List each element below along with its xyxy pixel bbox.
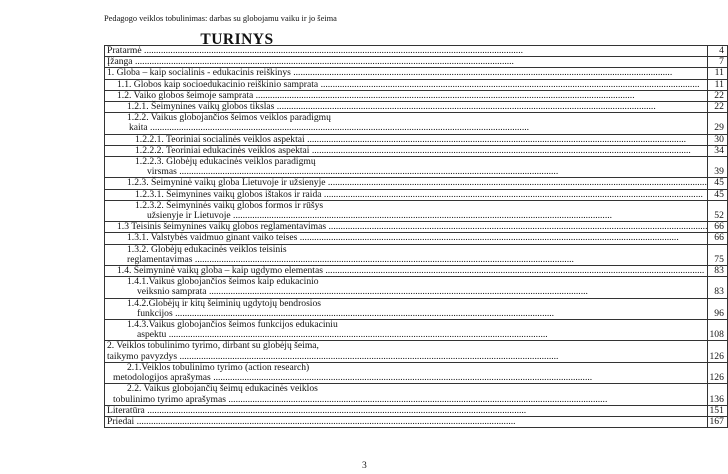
toc-page-number: 45 bbox=[708, 189, 727, 200]
toc-entry-cell bbox=[105, 244, 708, 265]
page-title: TURINYS bbox=[200, 31, 274, 48]
toc-entry-title-line: 1. Globa – kaip socialinis - edukacinis reiškinys ..... bbox=[107, 68, 707, 78]
toc-entry-title-line: Pratarmė ..... bbox=[107, 46, 707, 56]
toc-entry-cell bbox=[105, 320, 708, 341]
toc-entry bbox=[105, 201, 707, 221]
toc-page-number: 22 bbox=[708, 102, 727, 113]
toc-row bbox=[105, 244, 728, 265]
table-of-contents bbox=[104, 45, 728, 428]
toc-entry-cell bbox=[105, 46, 708, 57]
toc-entry-title-line: 1.2.3.2. Šeimyninės vaikų globos formos ir rūšys bbox=[135, 199, 324, 211]
toc-row bbox=[105, 189, 728, 200]
toc-entry-cell bbox=[105, 90, 708, 101]
toc-entry-cell bbox=[105, 222, 708, 233]
toc-row bbox=[105, 79, 728, 90]
toc-page-number: 151 bbox=[708, 405, 727, 416]
toc-row bbox=[105, 384, 728, 405]
toc-entry-title-line: 1.2.3. Šeimyninė vaikų globa Lietuvoje ir užsienyje ..... bbox=[127, 178, 707, 188]
toc-entry bbox=[105, 299, 707, 319]
toc-entry-title-line: 1.2.2.1. Teoriniai socialinės veiklos aspektai ..... bbox=[135, 135, 707, 145]
toc-entry bbox=[105, 363, 707, 383]
toc-entry bbox=[105, 233, 707, 243]
toc-entry bbox=[105, 384, 707, 404]
toc-entry bbox=[105, 417, 707, 427]
toc-entry-title-line: 1.2.2.2. Teoriniai edukacinės veiklos aspektai ..... bbox=[135, 146, 707, 156]
toc-entry-cell bbox=[105, 405, 708, 416]
toc-entry-cell bbox=[105, 57, 708, 68]
toc-page-number: 34 bbox=[708, 145, 727, 156]
toc-entry-title-line: Priedai ..... bbox=[107, 417, 707, 427]
toc-page-number: 75 bbox=[708, 244, 727, 265]
toc-entry-title-line: 1.3.1. Valstybės vaidmuo ginant vaiko teises ..... bbox=[127, 233, 707, 243]
toc-row bbox=[105, 405, 728, 416]
toc-row bbox=[105, 298, 728, 319]
toc-entry-title-line: 1.2. Vaiko globos šeimoje samprata ..... bbox=[117, 91, 707, 101]
toc-entry-title-line: metodologijos aprašymas ..... bbox=[113, 373, 707, 383]
toc-entry-cell bbox=[105, 79, 708, 90]
toc-page-number: 11 bbox=[708, 79, 727, 90]
toc-entry bbox=[105, 146, 707, 156]
toc-entry bbox=[105, 57, 707, 67]
toc-entry-cell bbox=[105, 277, 708, 298]
toc-row bbox=[105, 416, 728, 427]
page-number: 3 bbox=[362, 460, 367, 471]
toc-entry-title-line: 1.2.2.3. Globėjų edukacinės veiklos paradigmų bbox=[135, 156, 316, 168]
toc-entry-title-line: 1.3 Teisinis šeimynines vaikų globos reglamentavimas ..... bbox=[117, 222, 707, 232]
toc-entry-title-line: virsmas ..... bbox=[147, 167, 707, 177]
toc-entry-title-line: kaita ..... bbox=[129, 123, 707, 133]
toc-entry bbox=[105, 68, 707, 78]
toc-page-number: 66 bbox=[708, 222, 727, 233]
toc-entry bbox=[105, 222, 707, 232]
toc-entry-title-line: Literatūra ..... bbox=[107, 406, 707, 416]
toc-row bbox=[105, 233, 728, 244]
toc-page-number: 83 bbox=[708, 277, 727, 298]
toc-page-number: 126 bbox=[708, 341, 727, 362]
toc-entry-cell bbox=[105, 362, 708, 383]
toc-entry-title-line: 2. Veiklos tobulinimo tyrimo, dirbant su globėjų šeima, bbox=[107, 340, 319, 352]
toc-entry-cell bbox=[105, 298, 708, 319]
toc-entry-cell bbox=[105, 200, 708, 221]
toc-entry-cell bbox=[105, 157, 708, 178]
toc-page-number: 7 bbox=[708, 57, 727, 68]
toc-entry-cell bbox=[105, 145, 708, 156]
toc-row bbox=[105, 68, 728, 79]
toc-entry-cell bbox=[105, 113, 708, 134]
toc-entry-cell bbox=[105, 102, 708, 113]
toc-entry-title-line: užsienyje ir Lietuvoje ..... bbox=[147, 211, 707, 221]
toc-page-number: 96 bbox=[708, 298, 727, 319]
toc-row bbox=[105, 134, 728, 145]
toc-entry-title-line: 1.4.3.Vaikus globojančios šeimos funkcijos edukaciniu bbox=[127, 319, 338, 331]
toc-page-number: 108 bbox=[708, 320, 727, 341]
toc-row bbox=[105, 145, 728, 156]
toc-entry-title-line: Įžanga ..... bbox=[107, 57, 707, 67]
toc-row bbox=[105, 178, 728, 189]
toc-page-number: 22 bbox=[708, 90, 727, 101]
toc-entry-cell bbox=[105, 134, 708, 145]
toc-entry bbox=[105, 91, 707, 101]
toc-page-number: 11 bbox=[708, 68, 727, 79]
toc-entry-title-line: funkcijos ..... bbox=[137, 309, 707, 319]
toc-entry bbox=[105, 320, 707, 340]
toc-row bbox=[105, 200, 728, 221]
toc-entry-title-line: reglamentavimas ..... bbox=[127, 255, 707, 265]
toc-entry-cell bbox=[105, 189, 708, 200]
toc-entry-title-line: 2.1.Veiklos tobulinimo tyrimo (action research) bbox=[127, 361, 310, 373]
toc-row bbox=[105, 90, 728, 101]
toc-entry-title-line: 1.4.1.Vaikus globojančios šeimos kaip edukacinio bbox=[127, 276, 319, 288]
toc-entry-cell bbox=[105, 384, 708, 405]
toc-entry bbox=[105, 178, 707, 188]
toc-entry-title-line: 1.4.2.Globėjų ir kitų šeiminių ugdytojų bendrosios bbox=[127, 297, 321, 309]
toc-entry-cell bbox=[105, 266, 708, 277]
toc-entry-title-line: 1.2.1. Šeimynines vaikų globos tikslas ..... bbox=[127, 102, 707, 112]
toc-entry-title-line: aspektu ..... bbox=[137, 330, 707, 340]
toc-entry bbox=[105, 190, 707, 200]
toc-entry-title-line: veiksnio samprata ..... bbox=[137, 287, 707, 297]
toc-entry bbox=[105, 157, 707, 177]
toc-entry-title-line: 1.2.2. Vaikus globojančios šeimos veiklos paradigmų bbox=[127, 112, 331, 124]
toc-entry bbox=[105, 135, 707, 145]
toc-page-number: 29 bbox=[708, 113, 727, 134]
toc-page-number: 66 bbox=[708, 233, 727, 244]
toc-entry bbox=[105, 102, 707, 112]
toc-row bbox=[105, 341, 728, 362]
toc-row bbox=[105, 113, 728, 134]
toc-entry-title-line: 2.2. Vaikus globojančių šeimų edukacinės veiklos bbox=[127, 383, 318, 395]
toc-page-number: 83 bbox=[708, 266, 727, 277]
toc-row bbox=[105, 277, 728, 298]
toc-entry-title-line: 1.1. Globos kaip socioedukacinio reiškinio samprata ..... bbox=[117, 80, 707, 90]
toc-entry-cell bbox=[105, 68, 708, 79]
toc-row bbox=[105, 46, 728, 57]
toc-entry-title-line: 1.3.2. Globėjų edukacinės veiklos teisinis bbox=[127, 243, 287, 255]
toc-row bbox=[105, 362, 728, 383]
toc-page-number: 4 bbox=[708, 46, 727, 57]
toc-entry-cell bbox=[105, 341, 708, 362]
toc-entry-cell bbox=[105, 416, 708, 427]
toc-page-number: 126 bbox=[708, 362, 727, 383]
toc-entry bbox=[105, 80, 707, 90]
toc-entry bbox=[105, 113, 707, 133]
toc-page-number: 136 bbox=[708, 384, 727, 405]
toc-page-number: 167 bbox=[708, 416, 727, 427]
toc-page-number: 52 bbox=[708, 200, 727, 221]
toc-row bbox=[105, 57, 728, 68]
toc-entry bbox=[105, 277, 707, 297]
toc-page-number: 45 bbox=[708, 178, 727, 189]
toc-entry bbox=[105, 266, 707, 276]
toc-row bbox=[105, 320, 728, 341]
toc-entry-cell bbox=[105, 178, 708, 189]
toc-row bbox=[105, 157, 728, 178]
toc-entry-title-line: taikymo pavyzdys ..... bbox=[107, 352, 707, 362]
toc-entry bbox=[105, 341, 707, 361]
running-header: Pedagogo veiklos tobulinimas: darbas su globojamu vaiku ir jo šeima bbox=[104, 14, 337, 23]
toc-page-number: 39 bbox=[708, 157, 727, 178]
toc-entry-title-line: 1.4. Šeimyninė vaikų globa – kaip ugdymo elementas ..... bbox=[117, 266, 707, 276]
toc-entry bbox=[105, 406, 707, 416]
toc-page-number: 30 bbox=[708, 134, 727, 145]
toc-entry bbox=[105, 245, 707, 265]
toc-entry-title-line: tobulinimo tyrimo aprašymas ..... bbox=[113, 395, 707, 405]
toc-row bbox=[105, 102, 728, 113]
toc-entry-cell bbox=[105, 233, 708, 244]
toc-entry-title-line: 1.2.3.1. Šeimynines vaikų globos ištakos ir raida ..... bbox=[135, 190, 707, 200]
toc-row bbox=[105, 266, 728, 277]
toc-entry bbox=[105, 46, 707, 56]
toc-row bbox=[105, 222, 728, 233]
